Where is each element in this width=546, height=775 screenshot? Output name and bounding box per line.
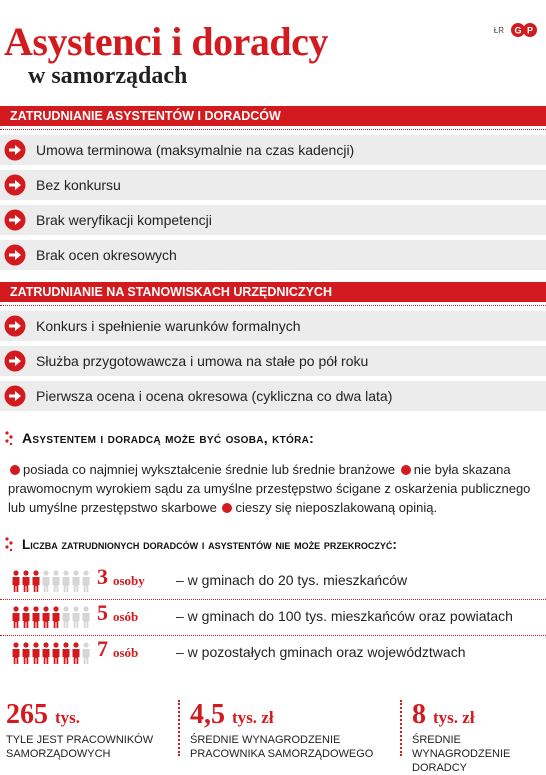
person-icon (33, 642, 40, 664)
arrow-right-icon (4, 350, 26, 372)
svg-text:G: G (514, 25, 522, 36)
person-icon (13, 570, 20, 592)
stat-employees-number: 265 (6, 699, 48, 730)
eligibility-conditions (8, 460, 542, 517)
stat-avg-salary-label: ŚREDNIE WYNAGRODZENIE PRACOWNIKA SAMORZĄDOWEGO (190, 734, 374, 760)
person-icon (53, 570, 60, 592)
limit-unit: osoby (113, 573, 145, 588)
people-icons (12, 606, 92, 628)
dotted-marker-icon (4, 430, 18, 446)
limit-row (0, 638, 546, 668)
limit-number: 5 (97, 600, 108, 625)
eligibility-heading-text: Asystentem i doradcą może być osoba, która: (22, 430, 315, 446)
person-icon (53, 606, 60, 628)
limit-description: – w gminach do 100 tys. mieszkańców oraz powiatach (176, 608, 513, 624)
list-item (0, 346, 546, 376)
people-icons (12, 570, 92, 592)
limit-row (0, 602, 546, 632)
person-icon (53, 642, 60, 664)
credit-area (494, 22, 538, 38)
dotted-marker-icon (4, 536, 18, 552)
author-credit: ŁR (493, 25, 504, 35)
stat-avg-salary-unit: tys. zł (232, 708, 274, 727)
person-icon (13, 642, 20, 664)
person-icon (23, 606, 30, 628)
condition-3: cieszy się nieposzlakowaną opinią. (235, 500, 438, 515)
limit-number: 7 (97, 636, 108, 661)
list-item-text: Służba przygotowawcza i umowa na stałe po pół roku (36, 353, 369, 369)
arrow-right-icon (4, 139, 26, 161)
people-icons (12, 642, 92, 664)
limit-description: – w pozostałych gminach oraz województwach (176, 644, 466, 660)
person-icon (63, 606, 70, 628)
person-icon (73, 642, 80, 664)
person-icon (23, 642, 30, 664)
arrow-right-icon (4, 174, 26, 196)
limit-description: – w gminach do 20 tys. mieszkańców (176, 572, 408, 588)
list-item (0, 135, 546, 165)
stat-divider (178, 700, 180, 756)
gp-logo-icon (510, 22, 538, 38)
page-title: Asystenci i doradcy (4, 19, 328, 64)
stat-employees-label: TYLE JEST PRACOWNIKÓW SAMORZĄDOWYCH (6, 734, 154, 760)
section-heading-officials: ZATRUDNIANIE NA STANOWISKACH URZĘDNICZYCH (0, 282, 546, 302)
bullet-dot-icon (10, 465, 20, 475)
person-icon (43, 642, 50, 664)
person-icon (23, 570, 30, 592)
limits-heading-text: Liczba zatrudnionych doradców i asystentów nie może przekroczyć: (22, 536, 397, 552)
stat-divider (400, 700, 402, 756)
condition-1: posiada co najmniej wykształcenie średnie lub średnie branżowe (23, 462, 396, 477)
stat-advisor-salary (412, 700, 542, 775)
bullet-dot-icon (222, 503, 232, 513)
stat-advisor-salary-unit: tys. zł (433, 708, 475, 727)
person-icon (73, 570, 80, 592)
stat-advisor-salary-number: 8 (412, 699, 426, 730)
eligibility-heading (0, 430, 314, 446)
condition-2: nie była skazana prawomocnym wyrokiem sądu za umyślne przestępstwo ścigane z oskarżenia publicznego lub umyślne przestępstwo skarbowe (8, 462, 531, 515)
arrow-right-icon (4, 244, 26, 266)
bullet-dot-icon (401, 465, 411, 475)
stat-advisor-salary-label: ŚREDNIE WYNAGRODZENIE DORADCY (412, 734, 511, 774)
person-icon (43, 570, 50, 592)
person-icon (83, 606, 90, 628)
stat-employees-unit: tys. (55, 708, 81, 727)
list-item-text: Pierwsza ocena i ocena okresowa (cykliczna co dwa lata) (36, 388, 393, 404)
arrow-right-icon (4, 385, 26, 407)
limit-unit: osób (113, 645, 139, 660)
stat-employees (6, 700, 166, 761)
person-icon (33, 570, 40, 592)
stat-avg-salary (190, 700, 390, 761)
list-item (0, 381, 546, 411)
stat-avg-salary-number: 4,5 (190, 699, 225, 730)
row-separator (0, 599, 546, 600)
limits-heading (0, 536, 397, 552)
person-icon (73, 606, 80, 628)
person-icon (83, 570, 90, 592)
list-item (0, 240, 546, 270)
section-heading-assistants: ZATRUDNIANIE ASYSTENTÓW I DORADCÓW (0, 106, 546, 126)
list-item (0, 205, 546, 235)
list-item (0, 311, 546, 341)
list-item-text: Bez konkursu (36, 177, 121, 193)
svg-text:P: P (526, 25, 534, 36)
person-icon (43, 606, 50, 628)
person-icon (63, 642, 70, 664)
list-item-text: Umowa terminowa (maksymalnie na czas kadencji) (36, 142, 355, 158)
limit-unit: osób (113, 609, 139, 624)
person-icon (33, 606, 40, 628)
row-separator (0, 635, 546, 636)
person-icon (83, 642, 90, 664)
limit-row (0, 566, 546, 596)
list-item-text: Brak weryfikacji kompetencji (36, 212, 212, 228)
arrow-right-icon (4, 209, 26, 231)
list-item (0, 170, 546, 200)
list-item-text: Konkurs i spełnienie warunków formalnych (36, 318, 301, 334)
person-icon (13, 606, 20, 628)
person-icon (63, 570, 70, 592)
page-subtitle: w samorządach (28, 63, 188, 89)
arrow-right-icon (4, 315, 26, 337)
limit-number: 3 (97, 564, 108, 589)
list-item-text: Brak ocen okresowych (36, 247, 177, 263)
